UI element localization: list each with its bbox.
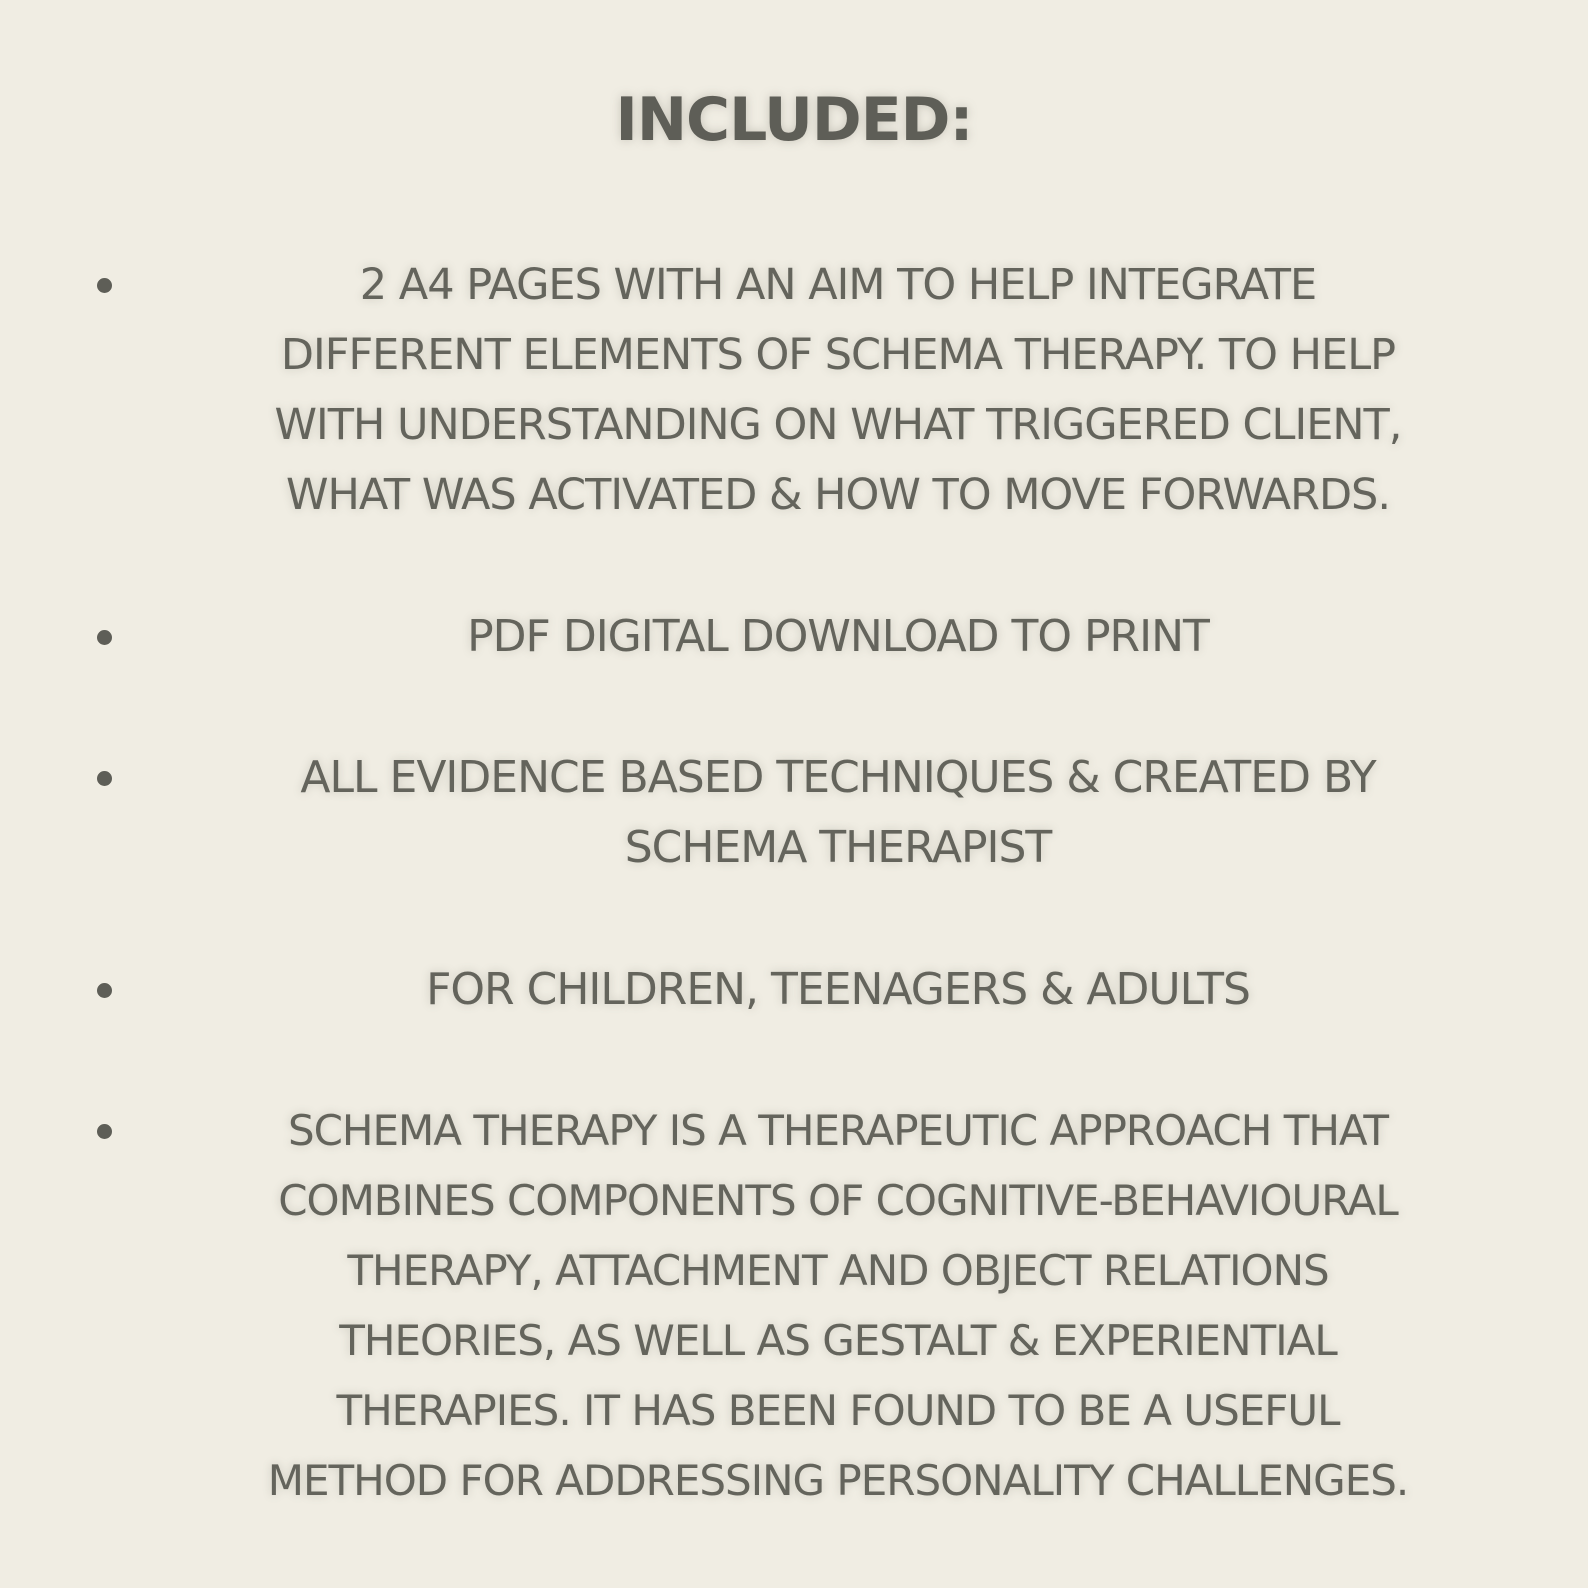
page-title: INCLUDED:: [615, 85, 973, 155]
list-item-line: 2 A4 PAGES WITH AN AIM TO HELP INTEGRATE: [359, 260, 1317, 310]
list-item-line: COMBINES COMPONENTS OF COGNITIVE-BEHAVIOURAL: [278, 1176, 1398, 1225]
list-item-line: WHAT WAS ACTIVATED & HOW TO MOVE FORWARDS.: [285, 470, 1391, 520]
list-item-text: [138, 250, 1538, 530]
list-item-line: WITH UNDERSTANDING ON WHAT TRIGGERED CLIENT,: [274, 400, 1402, 450]
list-item-line: THERAPIES. IT HAS BEEN FOUND TO BE A USEFUL: [336, 1386, 1340, 1435]
list-item-line: METHOD FOR ADDRESSING PERSONALITY CHALLENGES.: [267, 1456, 1409, 1505]
bullet-icon: [97, 983, 112, 998]
list-item-line: SCHEMA THERAPIST: [624, 822, 1052, 873]
list-item-text: [138, 743, 1538, 883]
bullet-icon: [97, 771, 112, 786]
list-item-line: DIFFERENT ELEMENTS OF SCHEMA THERAPY. TO HELP: [280, 330, 1396, 380]
list-item-line: FOR CHILDREN, TEENAGERS & ADULTS: [426, 964, 1250, 1015]
list-item-text: [138, 602, 1538, 672]
list-item-line: SCHEMA THERAPY IS A THERAPEUTIC APPROACH THAT: [287, 1106, 1389, 1155]
list-item-line: THERAPY, ATTACHMENT AND OBJECT RELATIONS: [347, 1246, 1329, 1295]
bullet-icon: [97, 1124, 112, 1139]
list-item-text: [138, 1096, 1538, 1516]
list-item-text: [138, 955, 1538, 1025]
bullet-icon: [97, 630, 112, 645]
bullet-icon: [97, 278, 112, 293]
list-item-line: ALL EVIDENCE BASED TECHNIQUES & CREATED BY: [300, 752, 1376, 803]
list-item-line: PDF DIGITAL DOWNLOAD TO PRINT: [467, 611, 1209, 662]
list-item-line: THEORIES, AS WELL AS GESTALT & EXPERIENTIAL: [339, 1316, 1337, 1365]
